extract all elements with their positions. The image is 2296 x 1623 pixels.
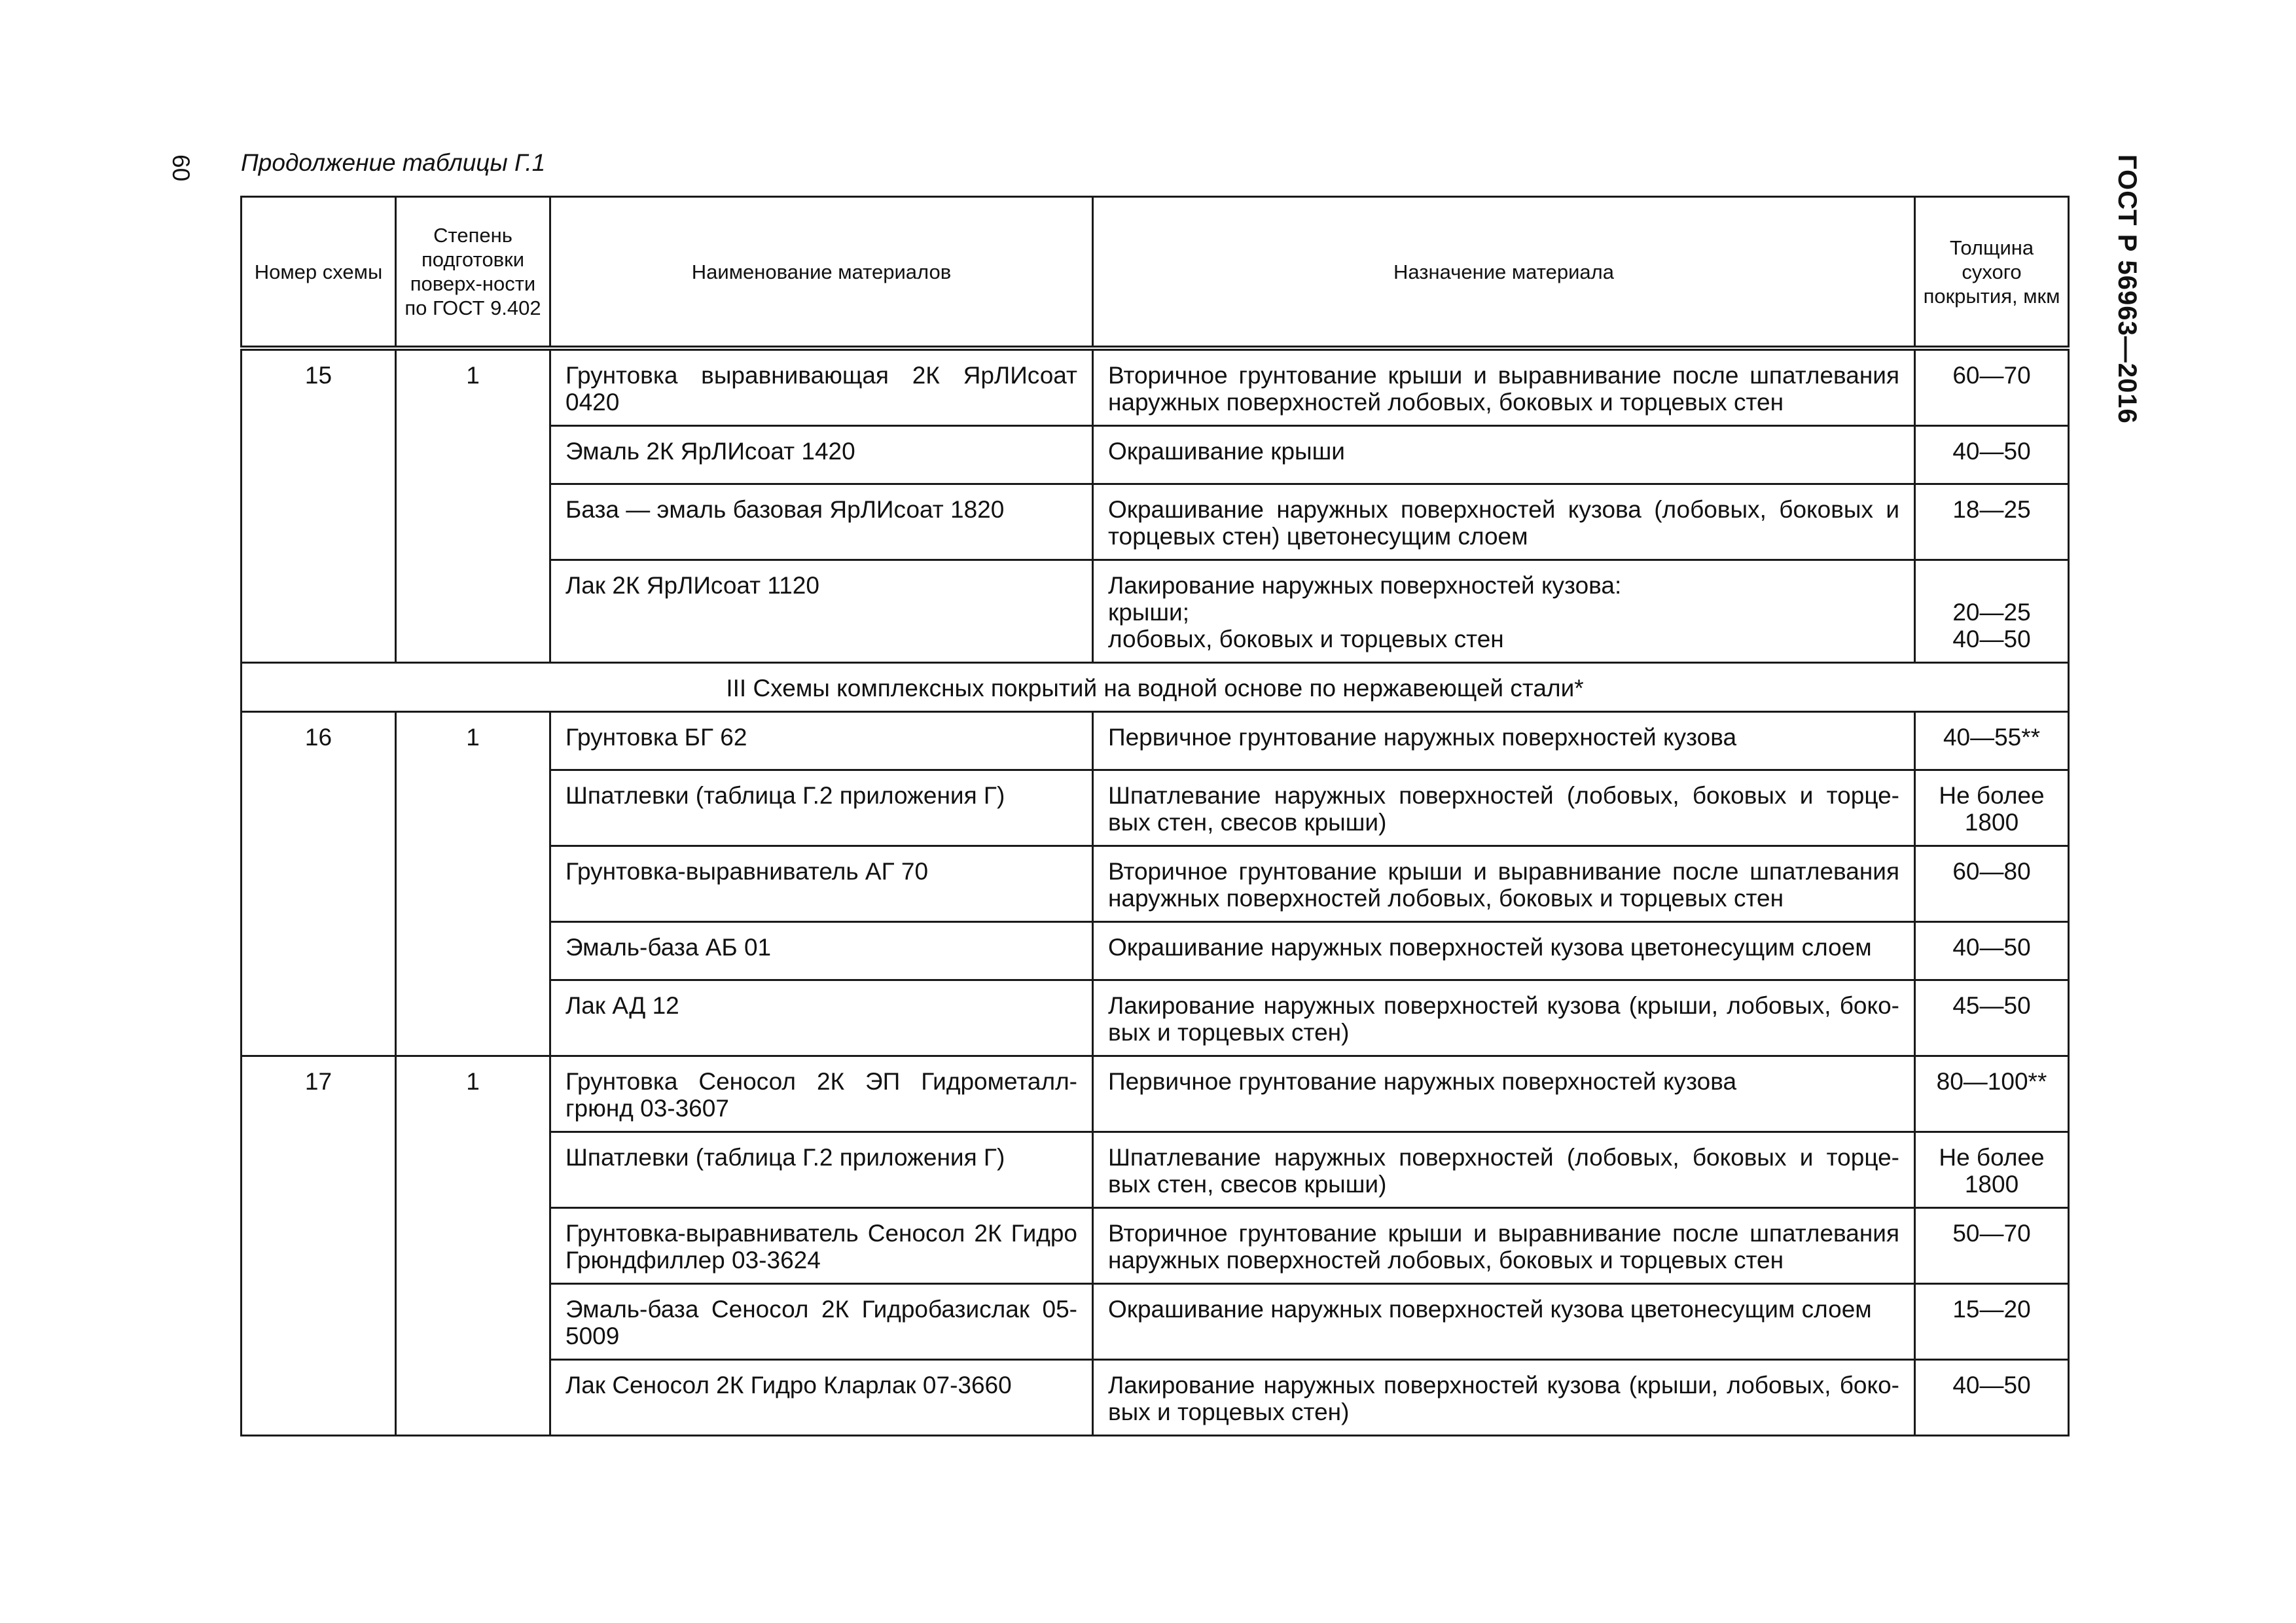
table-caption: Продолжение таблицы Г.1 bbox=[241, 149, 546, 176]
coating-schemes-table bbox=[240, 196, 2070, 1436]
coating-thickness: 45—50 bbox=[1915, 980, 2069, 1056]
material-name: База — эмаль базовая ЯрЛИсоат 1820 bbox=[550, 484, 1093, 560]
table-row bbox=[242, 348, 2069, 426]
section-row bbox=[242, 663, 2069, 712]
coating-thickness: 80—100** bbox=[1915, 1056, 2069, 1132]
material-name: Лак Сеносол 2К Гидро Кларлак 07-3660 bbox=[550, 1360, 1093, 1436]
preparation-degree: 1 bbox=[396, 1056, 550, 1436]
coating-thickness: 40—50 bbox=[1915, 922, 2069, 980]
coating-thickness: 40—50 bbox=[1915, 426, 2069, 484]
coating-thickness: Не более 1800 bbox=[1915, 770, 2069, 846]
coating-thickness: 50—70 bbox=[1915, 1208, 2069, 1284]
material-name: Грунтовка-выравниватель Сеносол 2К Гидро Грюндфиллер 03-3624 bbox=[550, 1208, 1093, 1284]
material-purpose: Окрашивание крыши bbox=[1093, 426, 1915, 484]
material-name: Шпатлевки (таблица Г.2 приложения Г) bbox=[550, 770, 1093, 846]
material-name: Лак 2К ЯрЛИсоат 1120 bbox=[550, 560, 1093, 663]
table-header-row bbox=[242, 197, 2069, 349]
table-row bbox=[242, 1056, 2069, 1132]
material-name: Грунтовка Сеносол 2К ЭП Гидрометалл-грюнд 03-3607 bbox=[550, 1056, 1093, 1132]
material-name: Шпатлевки (таблица Г.2 приложения Г) bbox=[550, 1132, 1093, 1208]
section-title: III Схемы комплексных покрытий на водной основе по нержавеющей стали* bbox=[242, 663, 2069, 712]
material-purpose: Вторичное грунтование крыши и выравнивание после шпатлевания наружных поверхностей лобовых, боковых и торцевых стен bbox=[1093, 348, 1915, 426]
material-purpose bbox=[1093, 560, 1915, 663]
header-preparation-degree: Степень подготовки поверх-ности по ГОСТ 9.402 bbox=[396, 197, 550, 349]
coating-thickness: 18—25 bbox=[1915, 484, 2069, 560]
material-name: Эмаль-база АБ 01 bbox=[550, 922, 1093, 980]
material-purpose: Вторичное грунтование крыши и выравнивание после шпатлевания наружных поверхностей лобовых, боковых и торцевых стен bbox=[1093, 846, 1915, 922]
coating-thickness: Не более 1800 bbox=[1915, 1132, 2069, 1208]
standard-designation: ГОСТ Р 56963—2016 bbox=[2113, 154, 2142, 424]
material-purpose: Окрашивание наружных поверхностей кузова цветонесущим слоем bbox=[1093, 1284, 1915, 1360]
material-purpose: Шпатлевание наружных поверхностей (лобовых, боковых и торце-вых стен, свесов крыши) bbox=[1093, 1132, 1915, 1208]
material-purpose: Лакирование наружных поверхностей кузова (крыши, лобовых, боко-вых и торцевых стен) bbox=[1093, 980, 1915, 1056]
scheme-number: 17 bbox=[242, 1056, 396, 1436]
material-purpose: Окрашивание наружных поверхностей кузова цветонесущим слоем bbox=[1093, 922, 1915, 980]
material-purpose: Вторичное грунтование крыши и выравнивание после шпатлевания наружных поверхностей лобовых, боковых и торцевых стен bbox=[1093, 1208, 1915, 1284]
material-purpose: Лакирование наружных поверхностей кузова (крыши, лобовых, боко-вых и торцевых стен) bbox=[1093, 1360, 1915, 1436]
material-name: Эмаль 2К ЯрЛИсоат 1420 bbox=[550, 426, 1093, 484]
thickness-line bbox=[1930, 572, 2053, 599]
scheme-number: 15 bbox=[242, 348, 396, 663]
coating-thickness: 40—55** bbox=[1915, 712, 2069, 770]
scheme-number: 16 bbox=[242, 712, 396, 1056]
header-coating-thickness: Толщина сухого покрытия, мкм bbox=[1915, 197, 2069, 349]
thickness-line: 20—25 bbox=[1952, 599, 2031, 626]
material-purpose: Первичное грунтование наружных поверхностей кузова bbox=[1093, 1056, 1915, 1132]
header-scheme-number: Номер схемы bbox=[242, 197, 396, 349]
preparation-degree: 1 bbox=[396, 712, 550, 1056]
table-row bbox=[242, 712, 2069, 770]
purpose-line: Лакирование наружных поверхностей кузова: bbox=[1108, 572, 1622, 599]
coating-thickness: 15—20 bbox=[1915, 1284, 2069, 1360]
material-name: Эмаль-база Сеносол 2К Гидробазислак 05-5009 bbox=[550, 1284, 1093, 1360]
material-purpose: Первичное грунтование наружных поверхностей кузова bbox=[1093, 712, 1915, 770]
coating-thickness: 60—70 bbox=[1915, 348, 2069, 426]
material-purpose: Шпатлевание наружных поверхностей (лобовых, боковых и торце-вых стен, свесов крыши) bbox=[1093, 770, 1915, 846]
thickness-line: 40—50 bbox=[1952, 626, 2031, 652]
coating-thickness: 60—80 bbox=[1915, 846, 2069, 922]
material-name: Грунтовка-выравниватель АГ 70 bbox=[550, 846, 1093, 922]
header-material-name: Наименование материалов bbox=[550, 197, 1093, 349]
material-name: Лак АД 12 bbox=[550, 980, 1093, 1056]
page-number: 60 bbox=[168, 154, 194, 182]
purpose-line: крыши; bbox=[1108, 599, 1189, 626]
material-name: Грунтовка выравнивающая 2К ЯрЛИсоат 0420 bbox=[550, 348, 1093, 426]
purpose-line: лобовых, боковых и торцевых стен bbox=[1108, 626, 1504, 652]
material-purpose: Окрашивание наружных поверхностей кузова (лобовых, боковых и торцевых стен) цветонесущим слоем bbox=[1093, 484, 1915, 560]
material-name: Грунтовка БГ 62 bbox=[550, 712, 1093, 770]
preparation-degree: 1 bbox=[396, 348, 550, 663]
coating-thickness bbox=[1915, 560, 2069, 663]
coating-thickness: 40—50 bbox=[1915, 1360, 2069, 1436]
header-material-purpose: Назначение материала bbox=[1093, 197, 1915, 349]
